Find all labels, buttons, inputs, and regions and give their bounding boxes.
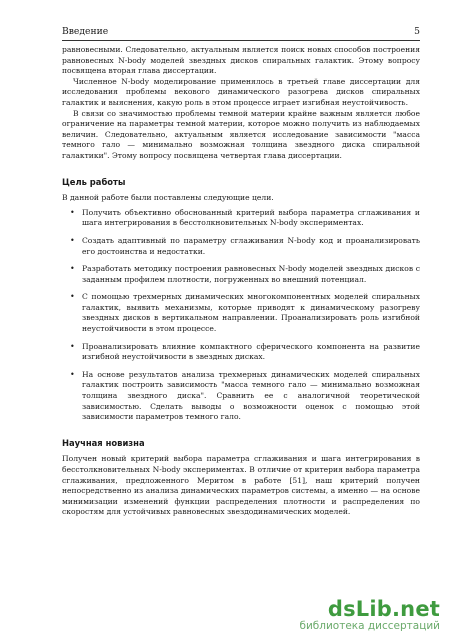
list-item — [62, 208, 420, 229]
bullet-icon: • — [70, 264, 75, 274]
chapter-title: Введение — [62, 26, 109, 37]
list-item — [62, 292, 420, 334]
list-item-text: С помощью трехмерных динамических многокомпонентных моделей спиральных галактик, выявить механизмы, которые приводят к динамическому разогреву звездных дисков в вертикальном направлении. Проанализировать роль изгибной неустойчивости в этом процессе. — [82, 292, 420, 334]
page-number: 5 — [414, 26, 420, 37]
header-rule — [62, 40, 420, 41]
watermark-subtitle: библиотека диссертаций — [299, 620, 440, 632]
bullet-icon: • — [70, 292, 75, 302]
bullet-icon: • — [70, 341, 75, 351]
paragraph: равновесными. Следовательно, актуальным является поиск новых способов построения равновесных N-body моделей звездных дисков спиральных галактик. Этому вопросу посвящена вторая глава диссертации. — [62, 45, 420, 76]
running-header — [62, 26, 420, 37]
list-item — [62, 370, 420, 423]
list-item — [62, 264, 420, 285]
bullet-icon: • — [70, 235, 75, 245]
bullet-icon: • — [70, 207, 75, 217]
paragraph: В связи со значимостью проблемы темной материи крайне важным является любое ограничение на параметры темной материи, которое можно получить из наблюдаемых величин. Следовательно, актуальным является исследование зависимости "масса темного гало — минимально возможная толщина звездного диска спиральной галактики". Этому вопросу посвящена четвертая глава диссертации. — [62, 108, 420, 160]
section-heading-novelty: Научная новизна — [62, 437, 145, 448]
watermark — [299, 598, 440, 632]
bullet-icon: • — [70, 369, 75, 379]
list-item-text: Проанализировать влияние компактного сферического компонента на развитие изгибной неустойчивости в звездных дисках. — [82, 341, 420, 362]
section-heading-goals: Цель работы — [62, 176, 126, 187]
paragraph: Получен новый критерий выбора параметра сглаживания и шага интегрирования в бесстолкновительных N-body экспериментах. В отличие от критерия выбора параметра сглаживания, предложенного Меритом в работе [51], наш критерий получен непосредственно из анализа динамических параметров системы, а именно — на основе минимизации изменений функции распределения плотности и распределения по скоростям для устойчивых равновесных звездодинамических моделей. — [62, 454, 420, 517]
list-item-text: На основе результатов анализа трехмерных динамических моделей спиральных галактик построить зависимость "масса темного гало — минимально возможная толщина звездного диска". Сравнить ее с аналогичной теоретической зависимостью. Сделать выводы о возможности оценок с помощью этой зависимости параметров темного гало. — [82, 369, 420, 422]
list-item — [62, 342, 420, 363]
list-item-text: Создать адаптивный по параметру сглаживания N-body код и проанализировать его достоинства и недостатки. — [82, 235, 420, 256]
paragraph: Численное N-body моделирование применялось в третьей главе диссертации для исследования проблемы векового динамического разогрева дисков спиральных галактик и выяснения, какую роль в этом процессе играет изгибная неустойчивость. — [62, 76, 420, 107]
goals-lead: В данной работе были поставлены следующие цели. — [62, 193, 274, 203]
goals-list — [62, 208, 420, 423]
list-item-text: Разработать методику построения равновесных N-body моделей звездных дисков с заданным профилем плотности, погруженных во внешний потенциал. — [82, 264, 420, 284]
list-item-text: Получить объективно обоснованный критерий выбора параметра сглаживания и шага интегрирования в бесстолкновительных N-body экспериментах. — [82, 207, 420, 228]
watermark-logo: dsLib.net — [327, 597, 440, 621]
list-item — [62, 236, 420, 257]
main-text — [62, 45, 420, 518]
